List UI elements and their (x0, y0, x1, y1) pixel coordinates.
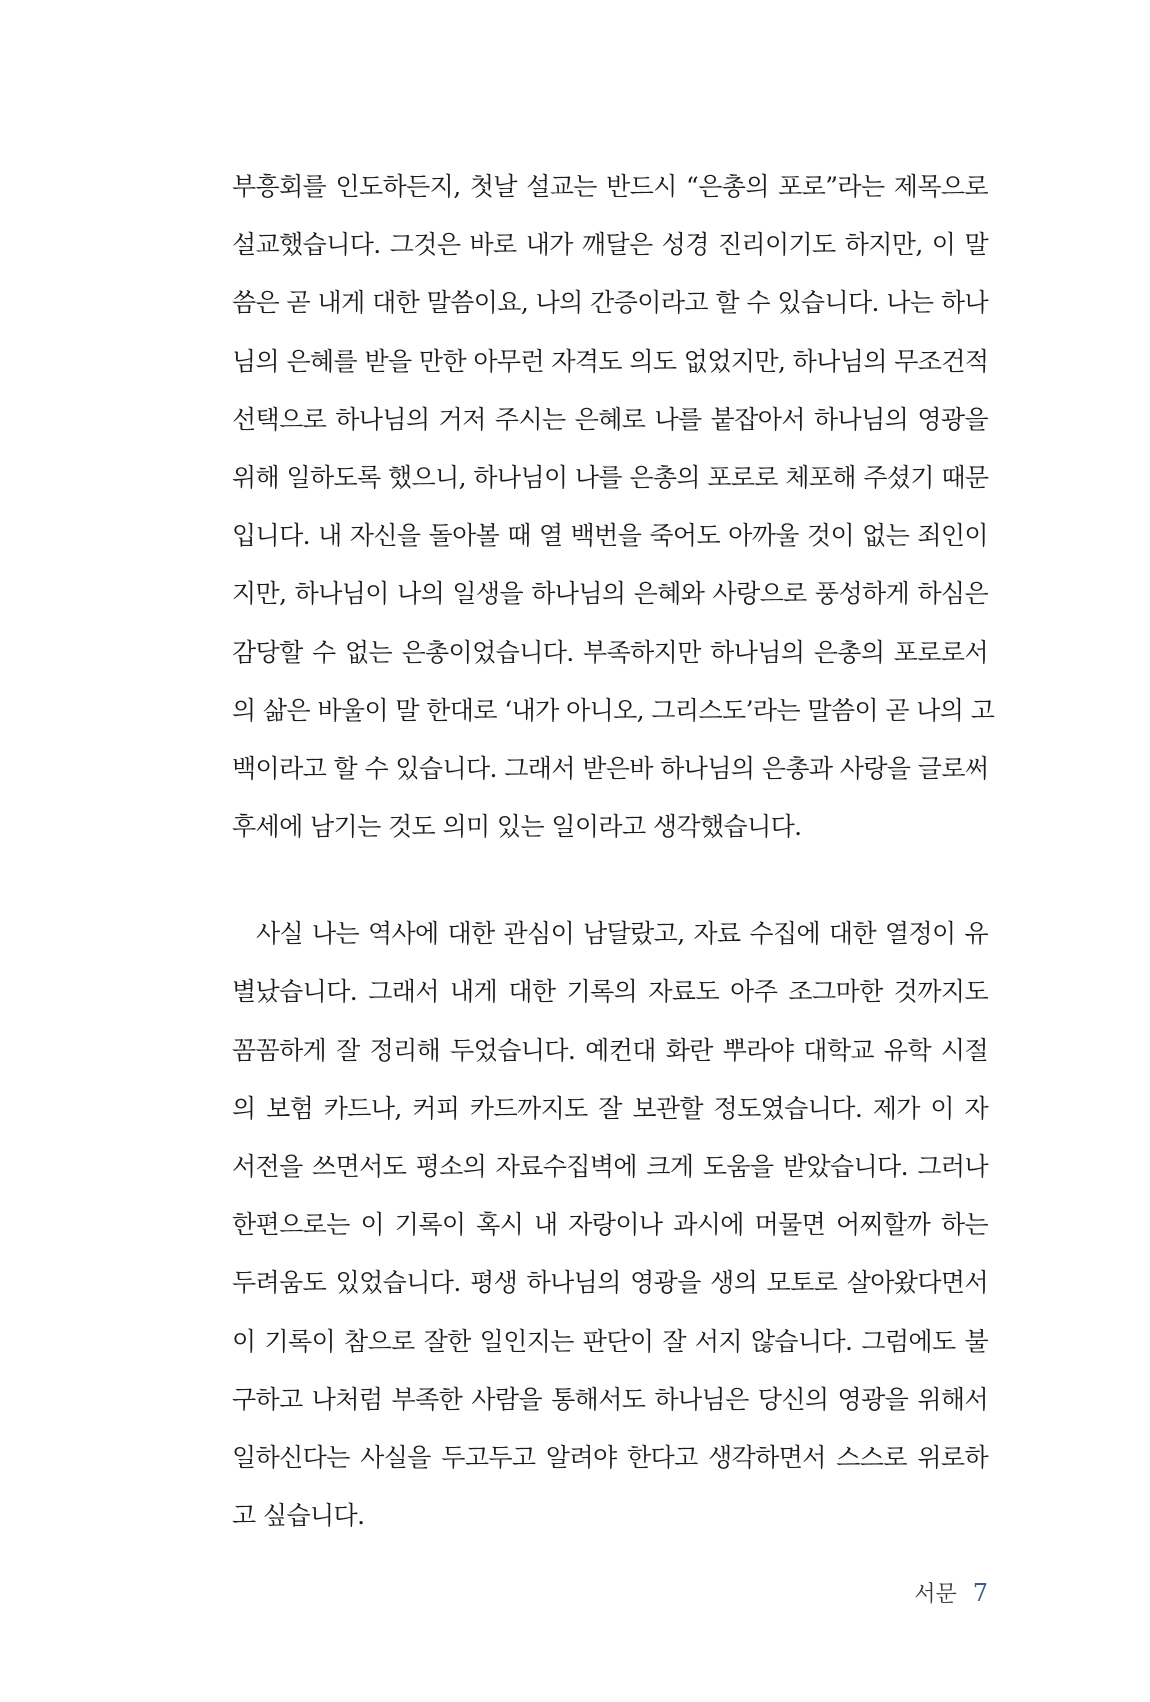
text-line: 사실 나는 역사에 대한 관심이 남달랐고, 자료 수집에 대한 열정이 유 (256, 919, 988, 949)
text-line: 백이라고 할 수 있습니다. 그래서 받은바 하나님의 은총과 사랑을 글로써 (232, 753, 989, 783)
text-line: 고 싶습니다. (232, 1501, 365, 1531)
text-line: 후세에 남기는 것도 의미 있는 일이라고 생각했습니다. (232, 812, 802, 842)
text-line: 의 삶은 바울이 말 한대로 ‘내가 아니오, 그리스도’라는 말씀이 곧 나의 고 (232, 695, 995, 725)
text-line: 씀은 곧 내게 대한 말씀이요, 나의 간증이라고 할 수 있습니다. 나는 하나 (232, 288, 988, 318)
text-line: 별났습니다. 그래서 내게 대한 기록의 자료도 아주 조그마한 것까지도 (232, 977, 988, 1007)
text-line: 지만, 하나님이 나의 일생을 하나님의 은혜와 사랑으로 풍성하게 하심은 (232, 579, 988, 609)
text-line: 위해 일하도록 했으니, 하나님이 나를 은총의 포로로 체포해 주셨기 때문 (232, 462, 989, 492)
text-line: 님의 은혜를 받을 만한 아무런 자격도 의도 없었지만, 하나님의 무조건적 (232, 346, 989, 376)
body-text (232, 158, 995, 1545)
text-line: 입니다. 내 자신을 돌아볼 때 열 백번을 죽어도 아까울 것이 없는 죄인이 (232, 521, 988, 551)
text-line: 꼼꼼하게 잘 정리해 두었습니다. 예컨대 화란 뿌라야 대학교 유학 시절 (232, 1035, 988, 1065)
running-section-title: 서문 (914, 1582, 957, 1607)
text-line: 선택으로 하나님의 거저 주시는 은혜로 나를 붙잡아서 하나님의 영광을 (232, 404, 988, 434)
text-line: 두려움도 있었습니다. 평생 하나님의 영광을 생의 모토로 살아왔다면서 (232, 1268, 988, 1298)
page-number: 7 (972, 1579, 988, 1607)
paragraph-2 (232, 905, 988, 1545)
paragraph-spacer (232, 856, 988, 905)
text-line: 한편으로는 이 기록이 혹시 내 자랑이나 과시에 머물면 어찌할까 하는 (232, 1210, 988, 1240)
text-line: 감당할 수 없는 은총이었습니다. 부족하지만 하나님의 은총의 포로로서 (232, 637, 988, 667)
text-line: 부흥회를 인도하든지, 첫날 설교는 반드시 “은총의 포로”라는 제목으로 (232, 172, 988, 201)
text-line: 이 기록이 참으로 잘한 일인지는 판단이 잘 서지 않습니다. 그럼에도 불 (232, 1326, 988, 1356)
paragraph-1 (232, 158, 995, 856)
text-line: 의 보험 카드나, 커피 카드까지도 잘 보관할 정도였습니다. 제가 이 자 (232, 1093, 988, 1123)
text-line: 설교했습니다. 그것은 바로 내가 깨달은 성경 진리이기도 하지만, 이 말 (232, 230, 988, 260)
text-line: 일하신다는 사실을 두고두고 알려야 한다고 생각하면서 스스로 위로하 (232, 1442, 988, 1472)
page-footer (914, 1578, 988, 1610)
text-line: 서전을 쓰면서도 평소의 자료수집벽에 크게 도움을 받았습니다. 그러나 (232, 1152, 988, 1181)
text-line: 구하고 나처럼 부족한 사람을 통해서도 하나님은 당신의 영광을 위해서 (232, 1384, 988, 1414)
